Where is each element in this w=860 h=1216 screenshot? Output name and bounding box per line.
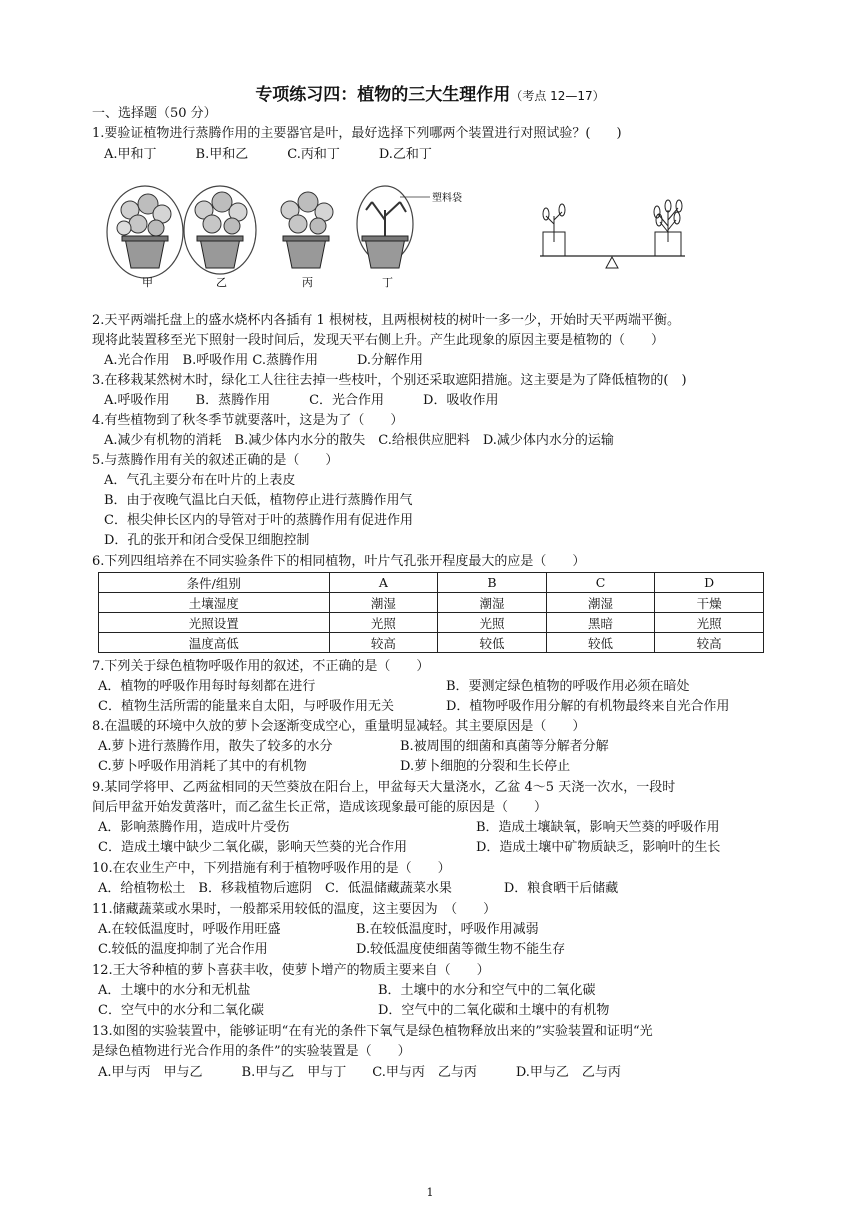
plant-bing-figure [281,192,333,268]
question-8-option-b: B.被周围的细菌和真菌等分解者分解 [400,739,609,754]
question-12-option-d: D．空气中的二氧化碳和土壤中的有机物 [378,1003,610,1018]
question-13-stem-cont: 是绿色植物进行光合作用的条件”的实验装置是（ ） [92,1044,411,1059]
plant-ding-figure [357,186,430,268]
question-10-stem: 10.在农业生产中，下列措施有利于植物呼吸作用的是（ ） [92,861,451,876]
table-cell: 较高 [655,633,764,653]
question-7-option-c: C．植物生活所需的能量来自太阳，与呼吸作用无关 [98,699,394,714]
question-1-2-figures [100,180,800,292]
question-7-option-d: D．植物呼吸作用分解的有机物最终来自光合作用 [446,699,730,714]
table-cell: C [546,573,655,593]
question-5-option-c: C．根尖伸长区内的导管对于叶的蒸腾作用有促进作用 [104,513,413,528]
question-11-option-b: B.在较低温度时，呼吸作用减弱 [356,922,539,937]
table-row [99,613,764,633]
question-6-table [98,572,764,653]
question-4-options: A.减少有机物的消耗 B.减少体内水分的散失 C.给根供应肥料 D.减少体内水分的运输 [104,433,614,448]
table-row [99,633,764,653]
question-9-option-b: B．造成土壤缺氧，影响天竺葵的呼吸作用 [476,820,720,835]
question-13-stem: 13.如图的实验装置中，能够证明“在有光的条件下氧气是绿色植物释放出来的”实验装置和证明“光 [92,1024,653,1039]
label-jia: 甲 [142,276,153,289]
question-11-stem: 11.储藏蔬菜或水果时，一般都采用较低的温度，这主要因为 （ ） [92,902,497,917]
question-1-options: A.甲和丁 B.甲和乙 C.丙和丁 D.乙和丁 [104,147,432,162]
table-cell: A [329,573,438,593]
table-row [99,593,764,613]
question-9-option-a: A．影响蒸腾作用，造成叶片受伤 [98,820,290,835]
page-title [0,80,860,105]
table-cell: D [655,573,764,593]
question-12-stem: 12.王大爷种植的萝卜喜获丰收，使萝卜增产的物质主要来自（ ） [92,963,490,978]
question-8-option-c: C.萝卜呼吸作用消耗了其中的有机物 [98,759,307,774]
question-5-option-b: B．由于夜晚气温比白天低，植物停止进行蒸腾作用气 [104,493,413,508]
table-cell: 潮湿 [329,593,438,613]
question-7-option-b: B．要测定绿色植物的呼吸作用必须在暗处 [446,679,690,694]
table-cell: 光照 [655,613,764,633]
page-number: 1 [426,1186,434,1199]
title-subtext: （考点 12—17） [510,89,605,103]
label-ding: 丁 [382,276,393,289]
title-text: 专项练习四：植物的三大生理作用 [255,85,511,105]
label-yi: 乙 [216,276,227,289]
table-cell: 土壤湿度 [99,593,330,613]
question-11-option-d: D.较低温度使细菌等微生物不能生存 [356,942,566,957]
question-9-stem: 9.某同学将甲、乙两盆相同的天竺葵放在阳台上，甲盆每天大量浇水，乙盆 4～5 天浇一次水，一段时 [92,780,676,795]
table-cell: 光照 [329,613,438,633]
label-bing: 丙 [302,276,313,289]
table-cell: 潮湿 [438,593,547,613]
question-9-option-d: D．造成土壤中矿物质缺乏，影响叶的生长 [476,840,721,855]
table-cell: 干燥 [655,593,764,613]
question-1-stem: 1.要验证植物进行蒸腾作用的主要器官是叶，最好选择下列哪两个装置进行对照试验？( ) [92,126,622,141]
question-11-option-c: C.较低的温度抑制了光合作用 [98,942,268,957]
question-4-stem: 4.有些植物到了秋冬季节就要落叶，这是为了（ ） [92,413,404,428]
table-cell: B [438,573,547,593]
question-2-stem: 2.天平两端托盘上的盛水烧杯内各插有 1 根树枝，且两根树枝的树叶一多一少，开始时天平两端平衡。 [92,313,680,328]
table-cell: 条件/组别 [99,573,330,593]
question-10-options: A．给植物松土 B．移栽植物后遮阴 C．低温储藏蔬菜水果 D．粮食晒干后储藏 [98,881,619,896]
section-heading: 一、选择题（50 分） [92,106,217,121]
question-2-options: A.光合作用 B.呼吸作用 C.蒸腾作用 D.分解作用 [104,353,424,368]
question-2-stem-cont: 现将此装置移至光下照射一段时间后，发现天平右侧上升。产生此现象的原因主要是植物的（ ） [92,333,665,348]
plant-jia-figure [107,186,183,278]
table-cell: 潮湿 [546,593,655,613]
table-cell: 较高 [329,633,438,653]
question-12-option-b: B．土壤中的水分和空气中的二氧化碳 [378,983,596,998]
table-cell: 光照 [438,613,547,633]
question-8-option-d: D.萝卜细胞的分裂和生长停止 [400,759,571,774]
question-8-stem: 8.在温暖的环境中久放的萝卜会逐渐变成空心，重量明显减轻。其主要原因是（ ） [92,719,586,734]
table-cell: 黑暗 [546,613,655,633]
question-6-stem: 6.下列四组培养在不同实验条件下的相同植物，叶片气孔张开程度最大的应是（ ） [92,554,586,569]
question-3-options: A.呼吸作用 B．蒸腾作用 C．光合作用 D．吸收作用 [104,393,499,408]
question-9-stem-cont: 间后甲盆开始发黄落叶，而乙盆生长正常，造成该现象最可能的原因是（ ） [92,800,548,815]
question-7-option-a: A．植物的呼吸作用每时每刻都在进行 [98,679,316,694]
table-header-row [99,573,764,593]
question-12-option-a: A．土壤中的水分和无机盐 [98,983,251,998]
question-8-option-a: A.萝卜进行蒸腾作用，散失了较多的水分 [98,739,333,754]
table-cell: 较低 [438,633,547,653]
label-plastic-bag: 塑料袋 [432,193,462,204]
question-5-stem: 5.与蒸腾作用有关的叙述正确的是（ ） [92,453,339,468]
table-cell: 较低 [546,633,655,653]
question-11-option-a: A.在较低温度时，呼吸作用旺盛 [98,922,281,937]
question-3-stem: 3.在移栽某然树木时，绿化工人往往去掉一些枝叶，个别还采取遮阳措施。这主要是为了降低植物的( ) [92,373,687,388]
balance-scale-figure [540,200,685,268]
plant-yi-figure [184,186,256,274]
question-9-option-c: C．造成土壤中缺少二氧化碳，影响天竺葵的光合作用 [98,840,407,855]
question-5-option-d: D．孔的张开和闭合受保卫细胞控制 [104,533,310,548]
question-12-option-c: C．空气中的水分和二氧化碳 [98,1003,264,1018]
table-cell: 温度高低 [99,633,330,653]
question-7-stem: 7.下列关于绿色植物呼吸作用的叙述，不正确的是（ ） [92,659,430,674]
table-cell: 光照设置 [99,613,330,633]
question-5-option-a: A．气孔主要分布在叶片的上表皮 [104,473,296,488]
question-13-options: A.甲与丙 甲与乙 B.甲与乙 甲与丁 C.甲与丙 乙与丙 D.甲与乙 乙与丙 [98,1065,621,1080]
